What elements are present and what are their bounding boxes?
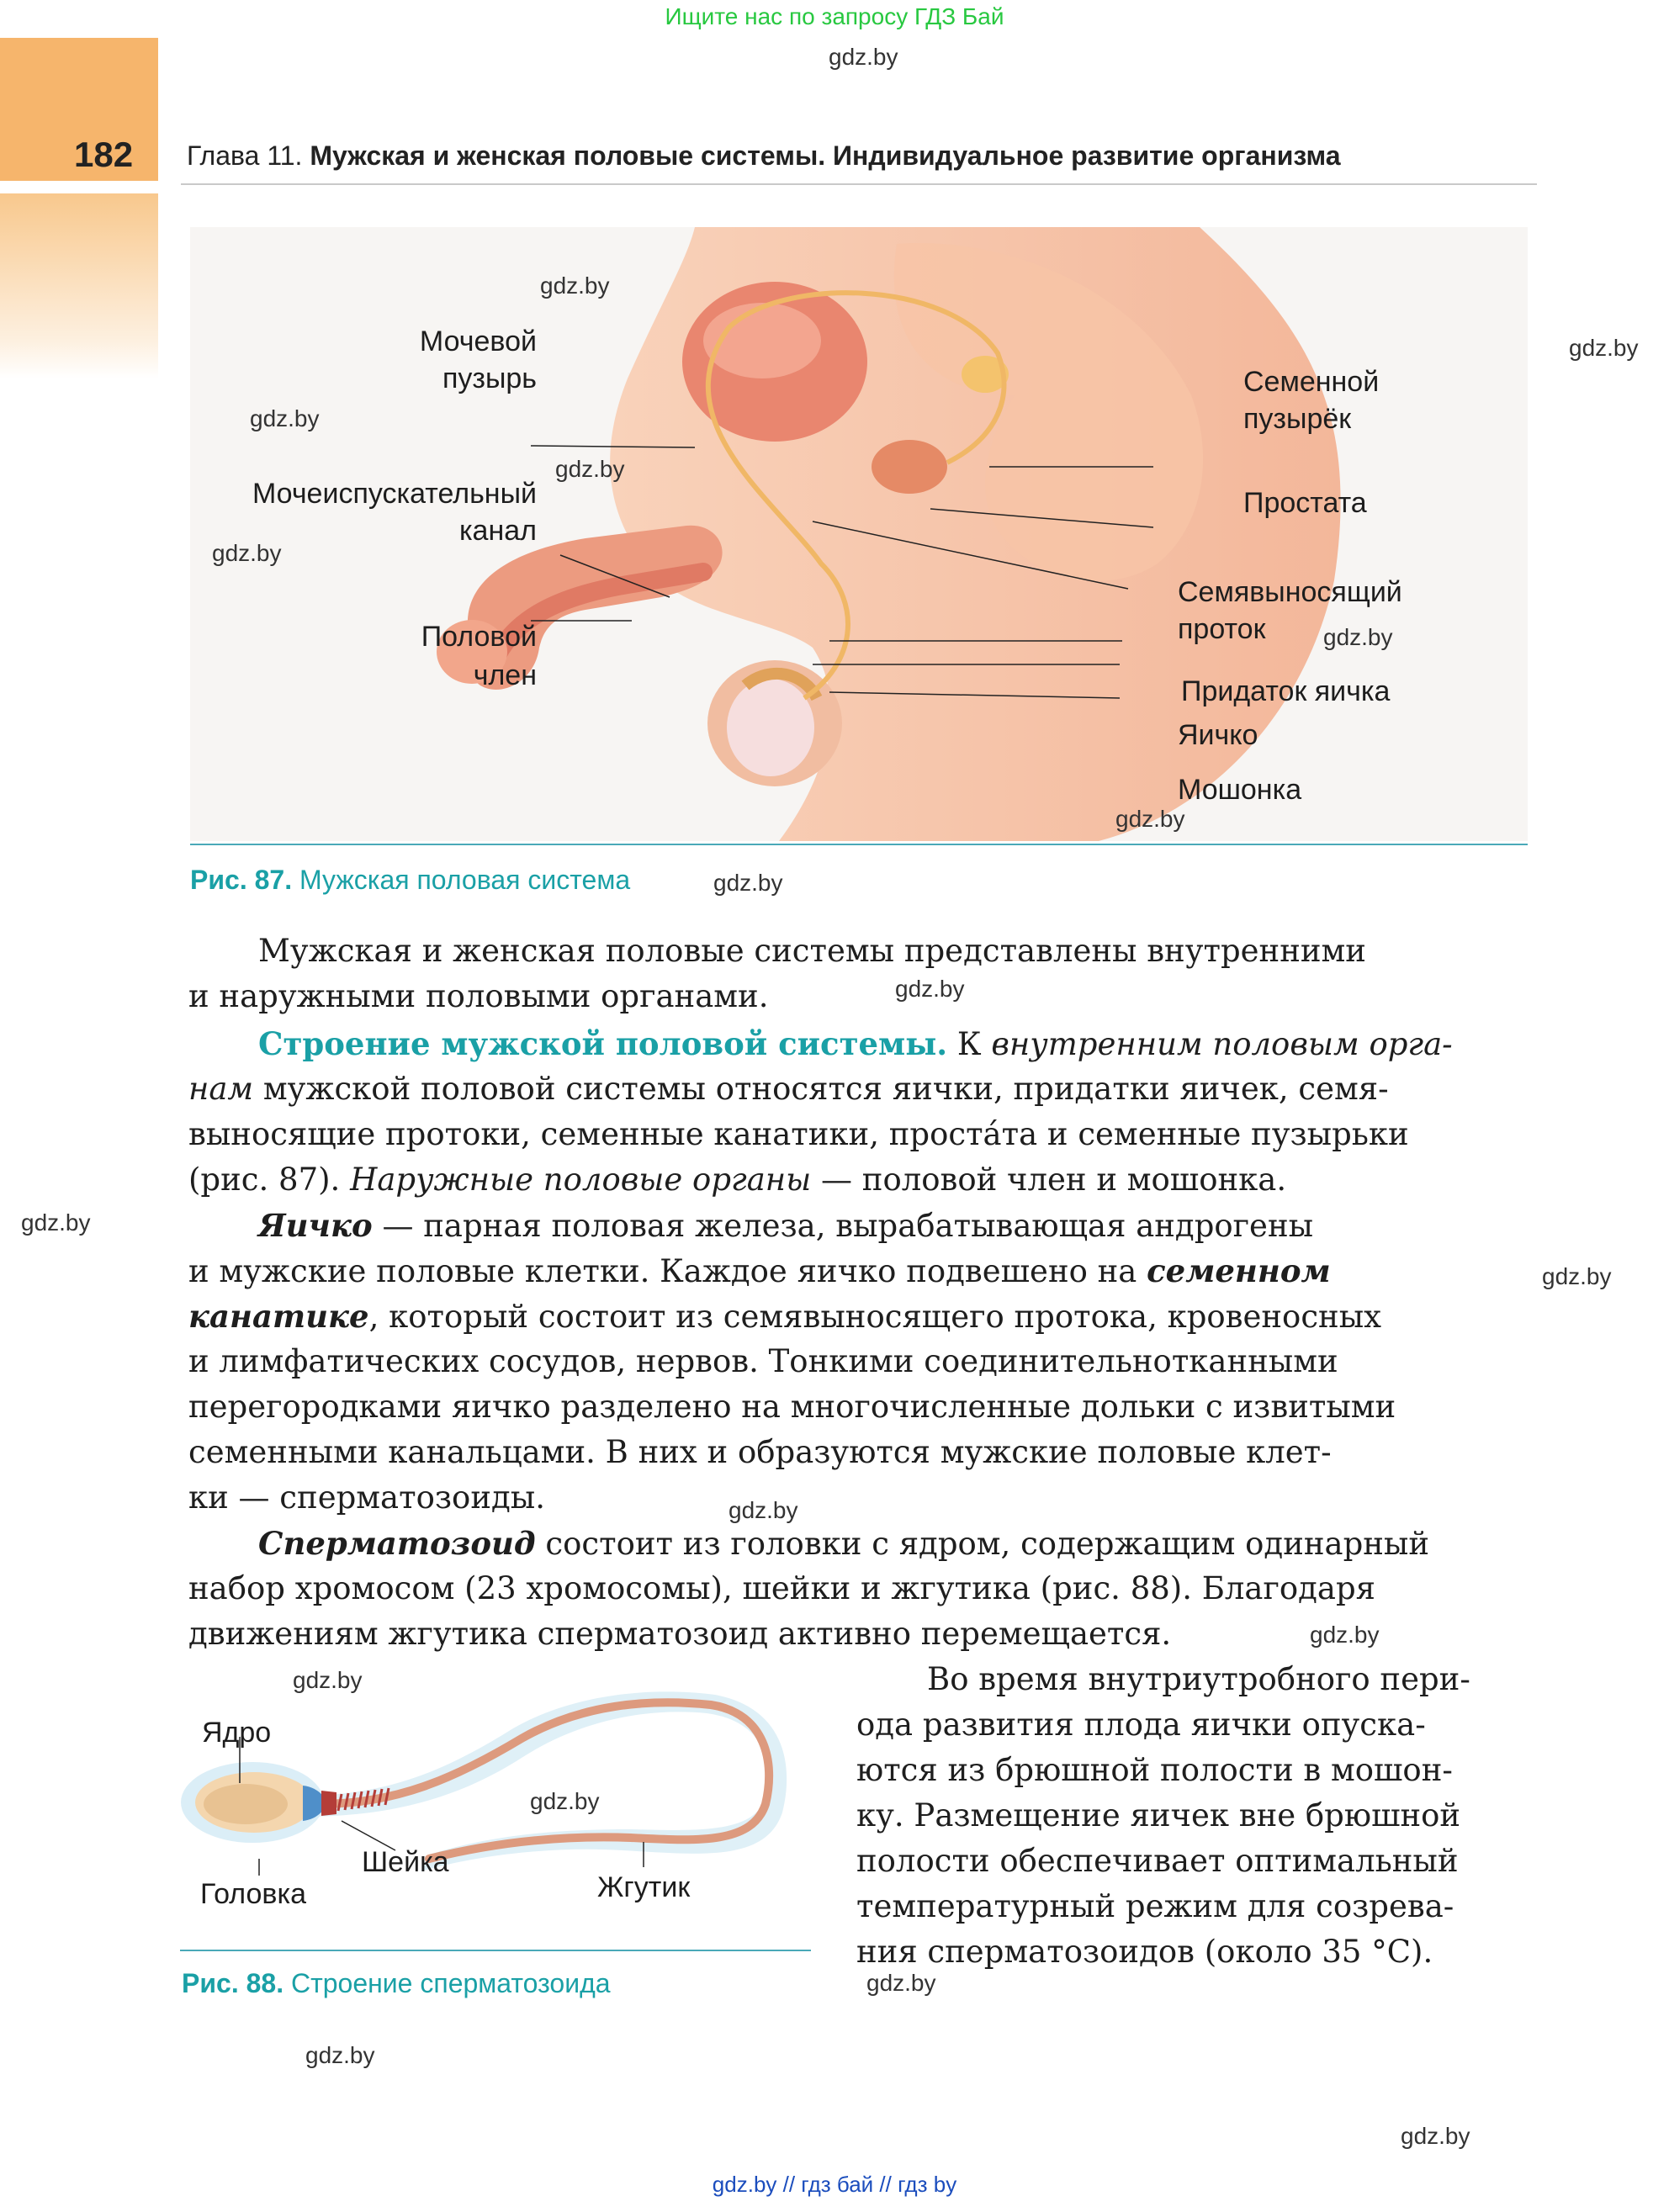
- paragraph-2-line: выносящие протоки, семенные канатики, проста́та и семенные пузырьки: [188, 1116, 1409, 1152]
- prostate-shape: [872, 440, 947, 494]
- watermark: gdz.by: [305, 2042, 375, 2068]
- label-penis-2: член: [473, 659, 537, 691]
- label-urethra-1: Мочеиспускательный: [252, 478, 537, 510]
- paragraph-3-line: ки — сперматозоиды.: [188, 1479, 545, 1516]
- term-testis: Яичко: [258, 1207, 373, 1244]
- label-vesicle-2: пузырёк: [1243, 403, 1352, 435]
- label-duct-1: Семявыносящий: [1178, 576, 1402, 608]
- figure-88-caption-num: Рис. 88.: [182, 1968, 284, 1998]
- paragraph-1-line: и наружными половыми органами.: [188, 978, 769, 1014]
- paragraph-5-line: ются из брюшной полости в мошон-: [856, 1752, 1453, 1788]
- paragraph-2-line: [188, 1066, 1389, 1112]
- text-span: нам: [188, 1071, 254, 1107]
- label-testis: Яичко: [1178, 719, 1258, 751]
- label-prostate: Простата: [1243, 487, 1367, 519]
- paragraph-5-line: ку. Размещение яичек вне брюшной: [856, 1797, 1461, 1834]
- page-number: 182: [74, 135, 134, 174]
- watermark: gdz.by: [555, 456, 625, 482]
- text-span: (рис. 87).: [188, 1162, 351, 1198]
- paragraph-2-line: [258, 1021, 1453, 1067]
- term-spermatic-cord: канатике: [188, 1298, 369, 1335]
- text-span: К: [947, 1026, 992, 1062]
- term-spermatozoon: Сперматозоид: [258, 1525, 536, 1562]
- figure-88-caption-text: Строение сперматозоида: [290, 1968, 611, 1998]
- label-nucleus: Ядро: [202, 1717, 272, 1749]
- paragraph-5-line: Во время внутриутробного пери-: [927, 1661, 1470, 1697]
- watermark: gdz.by: [1401, 2123, 1470, 2149]
- midpiece-shape: [321, 1791, 336, 1816]
- watermark: gdz.by: [1542, 1263, 1612, 1289]
- watermark: gdz.by: [895, 976, 965, 1002]
- watermark: gdz.by: [713, 870, 783, 896]
- chapter-prefix: Глава 11.: [187, 140, 303, 171]
- label-urethra-2: канал: [458, 515, 537, 547]
- label-bladder-2: пузырь: [442, 362, 537, 394]
- header-rule: [181, 183, 1537, 185]
- label-vesicle-1: Семенной: [1243, 366, 1380, 398]
- label-duct-2: проток: [1178, 613, 1266, 645]
- text-span: — парная половая железа, вырабатывающая андрогены: [372, 1208, 1314, 1244]
- chapter-name: Мужская и женская половые системы. Индивидуальное развитие организма: [310, 140, 1341, 171]
- watermark: gdz.by: [250, 405, 320, 431]
- text-span: — половой член и мошонка.: [811, 1162, 1287, 1198]
- text-span: Наружные половые органы: [350, 1162, 812, 1198]
- figure-87-caption: [190, 865, 630, 896]
- text-span: мужской половой системы относятся яички, придатки яичек, семя-: [253, 1071, 1389, 1107]
- paragraph-5-line: полости обеспечивает оптимальный: [856, 1843, 1459, 1879]
- footer-links[interactable]: gdz.by // гдз бай // гдз by: [712, 2172, 957, 2197]
- watermark: gdz.by: [729, 1497, 798, 1523]
- label-penis-1: Половой: [421, 621, 537, 653]
- watermark: gdz.by: [530, 1788, 600, 1814]
- label-tail: Жгутик: [597, 1871, 691, 1903]
- label-epididymis: Придаток яичка: [1181, 675, 1391, 707]
- label-head: Головка: [200, 1878, 307, 1910]
- watermark: gdz.by: [21, 1209, 91, 1236]
- figure-87-caption-text: Мужская половая система: [299, 865, 631, 895]
- watermark: gdz.by: [293, 1667, 363, 1693]
- figure-87-rule: [190, 844, 1528, 845]
- label-scrotum: Мошонка: [1178, 774, 1302, 806]
- paragraph-5-line: температурный режим для созрева-: [856, 1888, 1454, 1924]
- label-neck: Шейка: [362, 1846, 449, 1878]
- watermark: gdz.by: [540, 273, 610, 299]
- paragraph-3-line: перегородками яичко разделено на многочисленные дольки с извитыми: [188, 1389, 1396, 1425]
- paragraph-4-line: [258, 1521, 1429, 1567]
- paragraph-3-line: [188, 1248, 1331, 1294]
- paragraph-4-line: движениям жгутика сперматозоид активно перемещается.: [188, 1616, 1172, 1652]
- paragraph-3-line: и лимфатических сосудов, нервов. Тонкими соединительнотканными: [188, 1343, 1338, 1379]
- paragraph-3-line: [188, 1294, 1381, 1340]
- watermark: gdz.by: [1569, 335, 1639, 361]
- paragraph-4-line: набор хромосом (23 хромосомы), шейки и жгутика (рис. 88). Благодаря: [188, 1570, 1376, 1606]
- nucleus-shape: [204, 1784, 288, 1824]
- figure-87-caption-num: Рис. 87.: [190, 865, 293, 895]
- watermark: gdz.by: [866, 1970, 936, 1996]
- text-span: внутренним половым орга-: [991, 1026, 1453, 1062]
- section-heading: Строение мужской половой системы.: [258, 1025, 948, 1062]
- watermark: gdz.by: [1310, 1622, 1380, 1648]
- paragraph-5-line: ния сперматозоидов (около 35 °С).: [856, 1934, 1433, 1970]
- testis-shape: [727, 679, 814, 776]
- label-bladder-1: Мочевой: [419, 325, 537, 357]
- term-spermatic-cord: семенном: [1147, 1252, 1331, 1289]
- text-span: , который состоит из семявыносящего протока, кровеносных: [368, 1299, 1382, 1335]
- paragraph-1-line: Мужская и женская половые системы представлены внутренними: [258, 933, 1366, 969]
- paragraph-2-line: [188, 1157, 1286, 1203]
- text-span: и мужские половые клетки. Каждое яичко подвешено на: [188, 1253, 1147, 1289]
- watermark: gdz.by: [829, 44, 898, 70]
- watermark: gdz.by: [1115, 806, 1185, 832]
- chapter-title: [187, 140, 1341, 172]
- page-tab-fade: [0, 193, 158, 378]
- watermark: gdz.by: [212, 540, 282, 566]
- text-span: состоит из головки с ядром, содержащим одинарный: [535, 1526, 1430, 1562]
- figure-88-rule: [180, 1950, 811, 1951]
- top-banner[interactable]: Ищите нас по запросу ГДЗ Бай: [665, 3, 1004, 29]
- watermark: gdz.by: [1323, 624, 1393, 650]
- paragraph-3-line: семенными канальцами. В них и образуются мужские половые клет-: [188, 1434, 1332, 1470]
- figure-88-caption: [182, 1968, 611, 1999]
- paragraph-3-line: [258, 1203, 1313, 1249]
- paragraph-5-line: ода развития плода яички опуска-: [856, 1707, 1426, 1743]
